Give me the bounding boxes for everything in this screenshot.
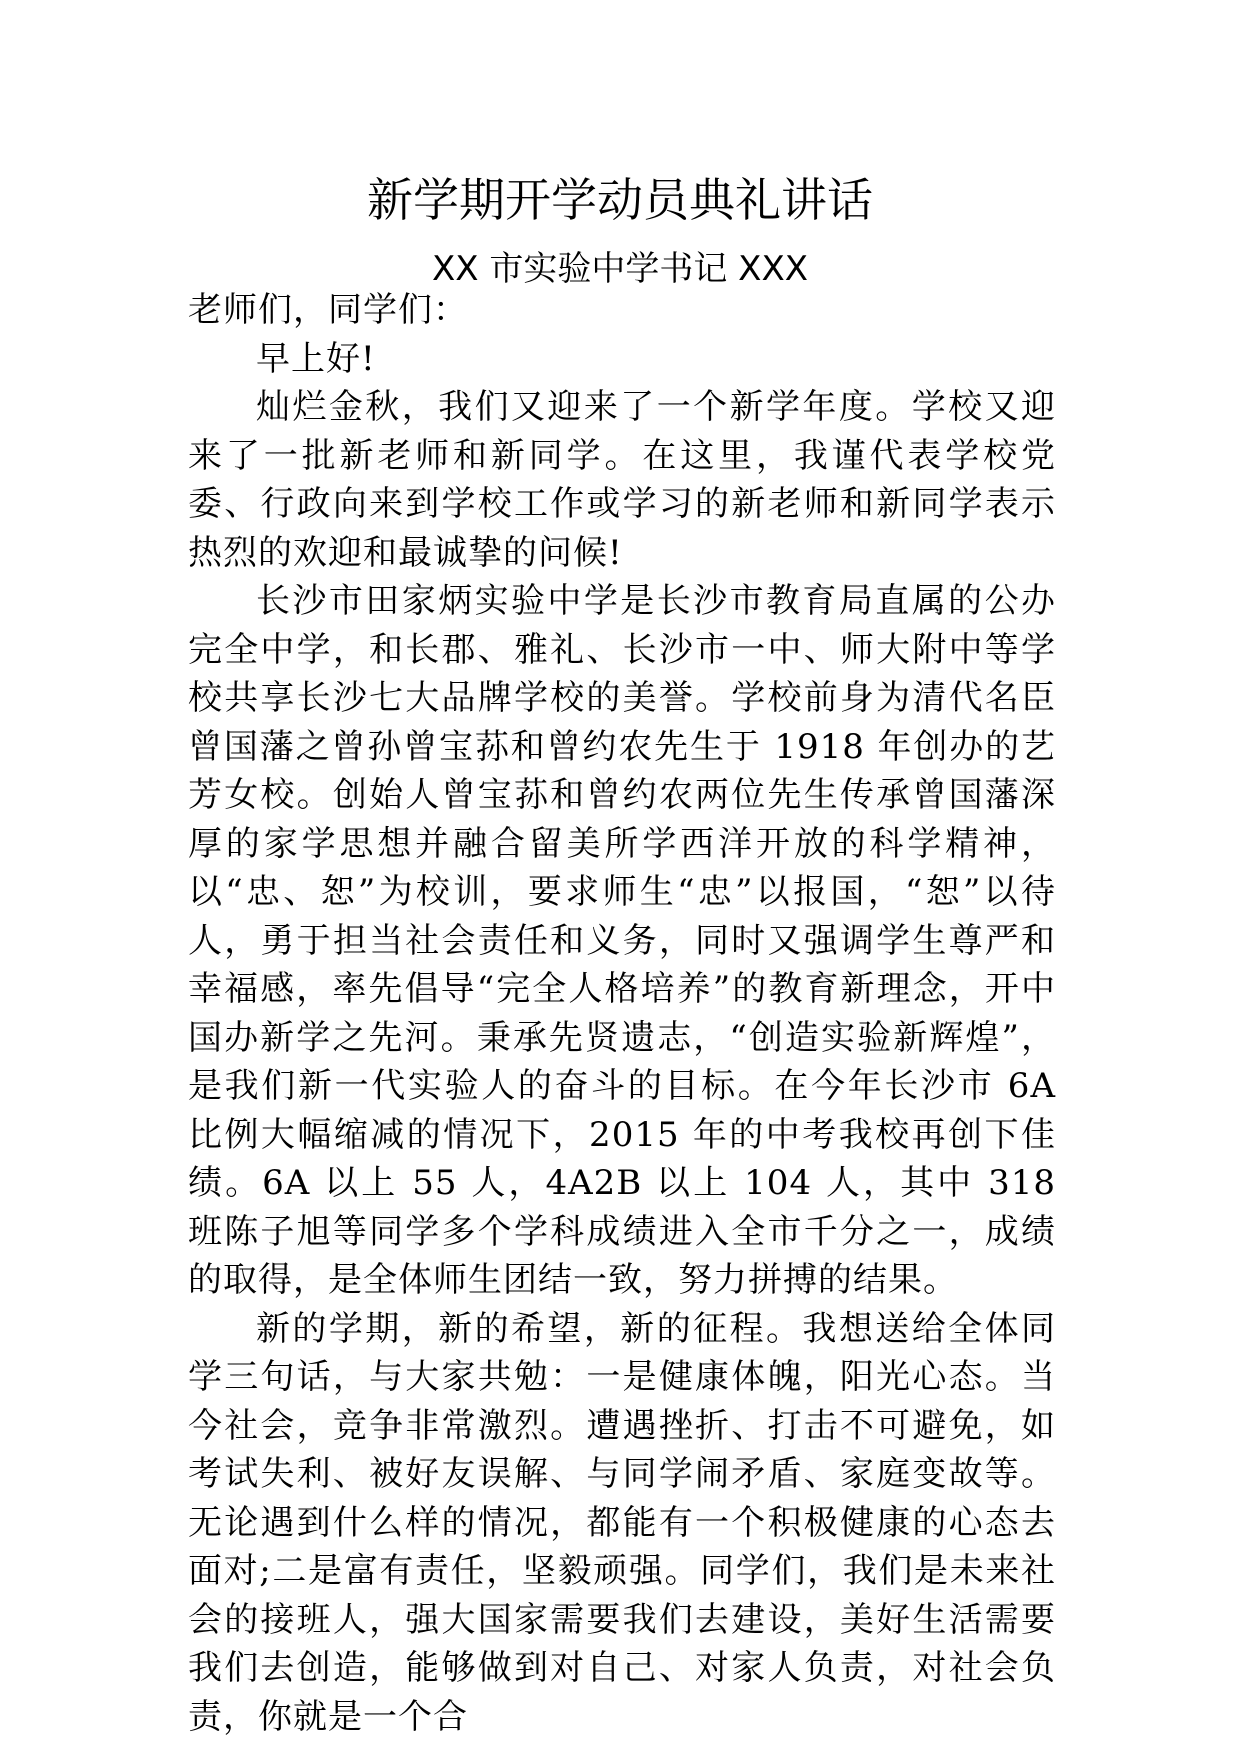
author-byline: XX 市实验中学书记 XXX [431,249,809,289]
document-title: 新学期开学动员典礼讲话 [367,173,873,227]
paragraph-school-history: 长沙市田家炳实验中学是长沙市教育局直属的公办完全中学，和长郡、雅礼、长沙市一中、师大附中等学校共享长沙七大品牌学校的美誉。学校前身为清代名臣曾国藩之曾孙曾宝荪和曾约农先生于 1918 年创办的艺芳女校。创始人曾宝荪和曾约农两位先生传承曾国藩深厚的家学思想并融合留美所学西洋开放的科学精神，以“忠、恕”为校训，要求师生“忠”以报国，“恕”以待人，勇于担当社会责任和义务，同时又强调学生尊严和幸福感，率先倡导“完全人格培养”的教育新理念，开中国办新学之先河。秉承先贤遗志，“创造实验新辉煌”，是我们新一代实验人的奋斗的目标。在今年长沙市 6A 比例大幅缩减的情况下，2015 年的中考我校再创下佳绩。6A 以上 55 人，4A2B 以上 104 人，其中 318 班陈子旭等同学多个学科成绩进入全市千分之一，成绩的取得，是全体师生团结一致，努力拼搏的结果。 [188,581,1056,1300]
document-body [188,286,1056,1741]
salutation: 老师们，同学们： [188,290,468,330]
paragraph-welcome: 灿烂金秋，我们又迎来了一个新学年度。学校又迎来了一批新老师和新同学。在这里，我谨代表学校党委、行政向来到学校工作或学习的新老师和新同学表示热烈的欢迎和最诚挚的问候! [188,387,1056,573]
paragraph-advice: 新的学期，新的希望，新的征程。我想送给全体同学三句话，与大家共勉：一是健康体魄，阳光心态。当今社会，竞争非常激烈。遭遇挫折、打击不可避免，如考试失利、被好友误解、与同学闹矛盾、家庭变故等。无论遇到什么样的情况，都能有一个积极健康的心态去面对;二是富有责任，坚毅顽强。同学们，我们是未来社会的接班人，强大国家需要我们去建设，美好生活需要我们去创造，能够做到对自己、对家人负责，对社会负责，你就是一个合 [188,1308,1056,1737]
paragraph-greeting: 早上好! [256,338,376,379]
